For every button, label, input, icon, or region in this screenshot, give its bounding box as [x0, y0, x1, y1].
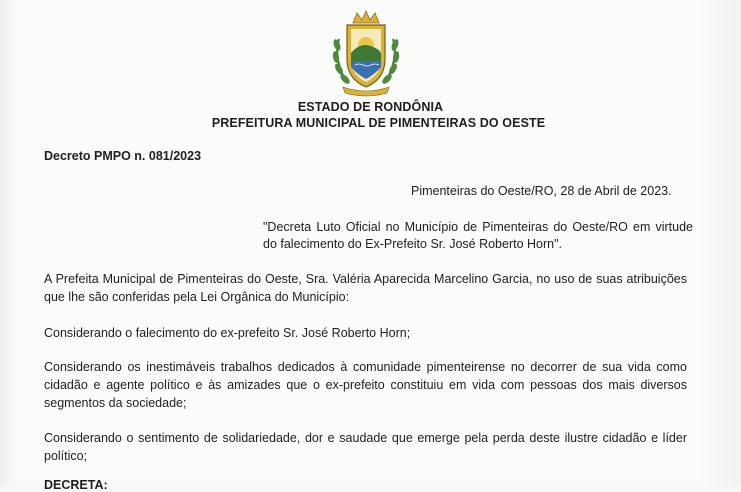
decreta-heading: DECRETA: [44, 478, 108, 492]
intro-paragraph: A Prefeita Municipal de Pimenteiras do Oeste, Sra. Valéria Aparecida Marcelino Garcia, no uso de suas atribuições que lhe são conferidas pela Lei Orgânica do Município: [44, 272, 687, 304]
state-heading: ESTADO DE RONDÔNIA [297, 100, 444, 114]
considering-paragraph-2: Considerando os inestimáveis trabalhos dedicados à comunidade pimenteirense no decorrer de sua vida como cidadão e agente político e às amizades que o ex-prefeito constituiu em vida com pessoas dos mais diversos segmentos da sociedade; [44, 360, 687, 410]
decree-summary: "Decreta Luto Oficial no Município de Pimenteiras do Oeste/RO em virtude do falecimento do Ex-Prefeito Sr. José Roberto Horn". [263, 220, 693, 251]
date-line: Pimenteiras do Oeste/RO, 28 de Abril de 2023. [411, 184, 672, 198]
coat-of-arms-icon [329, 9, 403, 99]
considering-paragraph-1: Considerando o falecimento do ex-prefeito Sr. José Roberto Horn; [44, 326, 411, 340]
decree-number: Decreto PMPO n. 081/2023 [44, 149, 202, 163]
considering-paragraph-3: Considerando o sentimento de solidariedade, dor e saudade que emerge pela perda deste ilustre cidadão e líder político; [44, 431, 687, 463]
prefecture-heading: PREFEITURA MUNICIPAL DE PIMENTEIRAS DO OESTE [211, 116, 546, 130]
